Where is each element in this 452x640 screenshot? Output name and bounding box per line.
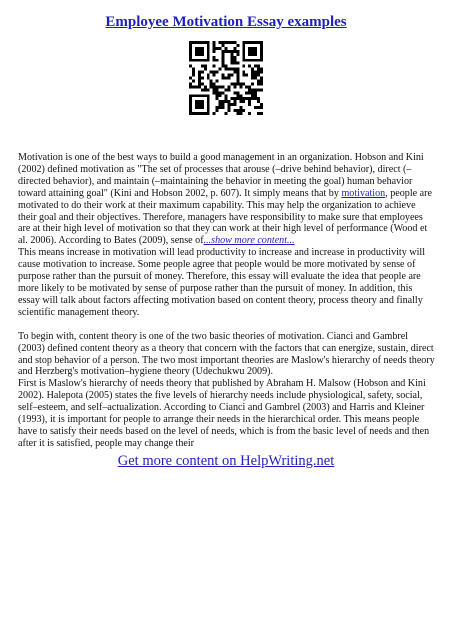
paragraph-1: Motivation is one of the best ways to build a good management in an organization. Hobson and Kini (2002) defined motivation as "The set of processes that arouse (–drive behind behavior), direct (–directed behavior), and maintain (–maintaining the behavior in meeting the goal) human behavior toward attaining goal" (Kini and Hobson 2002, p. 607). It simply means that by motivation, people are motivated to do their work at their maximum capability. This may help the organization to achieve their goal and their objectives. Therefore, managers have responsibility to make sure that employees are at their high level of motivation so that they can work at their high level of performance (Wood et al. 2006). According to Bates (2009), sense of...show more content... bbox=[18, 152, 432, 247]
show-more-link[interactable]: ...show more content... bbox=[203, 235, 295, 247]
helpwriting-link[interactable]: Get more content on HelpWriting.net bbox=[117, 453, 335, 469]
motivation-link[interactable]: motivation bbox=[341, 187, 386, 199]
document-title[interactable]: Employee Motivation Essay examples bbox=[105, 14, 347, 30]
qr-code bbox=[189, 41, 263, 115]
essay-body bbox=[18, 152, 436, 450]
paragraph-4: First is Maslow's hierarchy of needs theory that published by Abraham H. Malsow (Hobson and Kini 2002). Halepota (2005) states the five levels of hierarchy needs include physiological, safety, social, self–esteem, and self–actualization. According to Cianci and Gambrel (2003) and Harris and Kleiner (1993), it is important for people to arrange their needs in the hierarchical order. This means people have to satisfy their needs based on the level of needs, which is from the basic level of needs and then after it is satisfied, people may change their bbox=[18, 378, 430, 449]
paragraph-2: This means increase in motivation will lead productivity to increase and increase in productivity will cause motivation to increase. Some people agree that people would be more motivated by sense of purpose rather than the pursuit of money. Therefore, this essay will evaluate the idea that people are more likely to be motivated by sense of purpose rather than the pursuit of money. In addition, this essay will talk about factors affecting motivation based on content theory, process theory and finally scientific management theory. bbox=[18, 247, 426, 318]
paragraph-3: To begin with, content theory is one of the two basic theories of motivation. Cianci and Gambrel (2003) defined content theory as a theory that concern with the factors that can energize, sustain, direct and stop behavior of a person. The two most important theories are Maslow's hierarchy of needs theory and Herzberg's motivation–hygiene theory (Udechukwu 2009). bbox=[18, 330, 435, 378]
